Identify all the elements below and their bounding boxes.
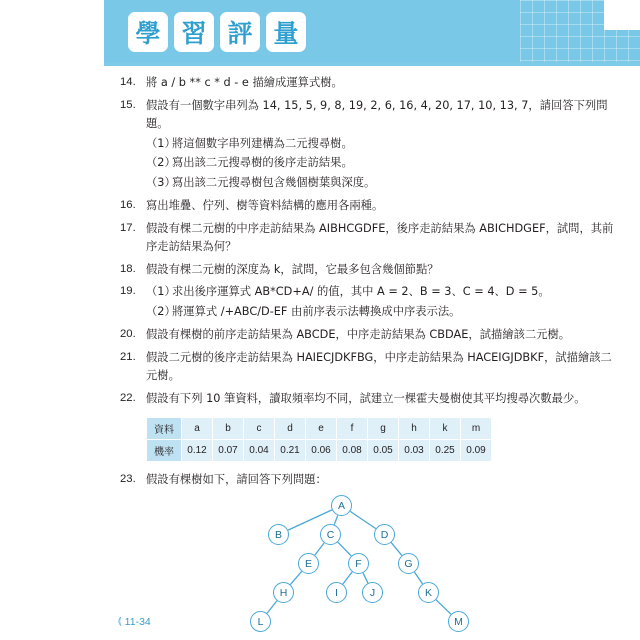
title-char-4: 量 bbox=[266, 12, 306, 52]
sub-question-text: 求出後序運算式 AB*CD+A/ 的值，其中 A = 2、B = 3、C = 4、D = 5。 bbox=[172, 285, 550, 299]
table-cell: b bbox=[213, 417, 244, 439]
question-item bbox=[120, 471, 618, 489]
tree-node-k: K bbox=[418, 582, 439, 603]
table-row-label: 資料 bbox=[147, 417, 182, 439]
question-number: 20. bbox=[120, 328, 136, 341]
table-cell: d bbox=[275, 417, 306, 439]
question-number: 21. bbox=[120, 350, 136, 363]
title-char-2: 習 bbox=[174, 12, 214, 52]
question-item bbox=[120, 97, 618, 192]
question-text: 假設有棵二元樹的深度為 k，試問，它最多包含幾個節點？ bbox=[146, 262, 439, 276]
table-cell: 0.04 bbox=[244, 439, 275, 461]
table-cell: 0.21 bbox=[275, 439, 306, 461]
probability-table bbox=[146, 417, 492, 462]
probability-table-wrapper bbox=[146, 417, 618, 462]
question-item bbox=[120, 390, 618, 408]
question-number: 22. bbox=[120, 391, 136, 404]
title-char-1: 學 bbox=[128, 12, 168, 52]
question-number: 14. bbox=[120, 76, 136, 88]
question-number: 18. bbox=[120, 262, 136, 275]
question-number: 19. bbox=[120, 285, 136, 298]
table-cell: 0.25 bbox=[430, 439, 461, 461]
tree-node-h: H bbox=[273, 582, 294, 603]
title-char-3: 評 bbox=[220, 12, 260, 52]
question-body bbox=[146, 283, 618, 321]
table-row bbox=[147, 417, 492, 439]
tree-node-f: F bbox=[348, 553, 369, 574]
tree-node-b: B bbox=[268, 524, 289, 545]
table-cell: h bbox=[399, 417, 430, 439]
table-cell: 0.09 bbox=[461, 439, 492, 461]
table-cell: k bbox=[430, 417, 461, 439]
tree-node-e: E bbox=[298, 553, 319, 574]
table-cell: c bbox=[244, 417, 275, 439]
page-title bbox=[128, 12, 306, 52]
sub-question bbox=[146, 303, 618, 321]
table-cell: 0.07 bbox=[213, 439, 244, 461]
tree-node-m: M bbox=[448, 611, 469, 632]
question-text: 假設有棵樹的前序走訪結果為 ABCDE，中序走訪結果為 CBDAE，試描繪該二元樹。 bbox=[146, 328, 571, 342]
question-text: 假設有棵二元樹的中序走訪結果為 AIBHCGDFE，後序走訪結果為 ABICHDGEF，試問，其前序走訪結果為何？ bbox=[146, 221, 614, 253]
tree-edges bbox=[146, 493, 616, 633]
table-cell: e bbox=[306, 417, 337, 439]
sub-question-label: （3） bbox=[146, 176, 176, 190]
question-number: 15. bbox=[120, 98, 136, 111]
sub-question bbox=[146, 174, 618, 192]
tree-node-j: J bbox=[362, 582, 383, 603]
table-row bbox=[147, 439, 492, 461]
sub-question-label: （1） bbox=[146, 285, 176, 299]
question-item bbox=[120, 283, 618, 321]
tree-node-a: A bbox=[331, 495, 352, 516]
sub-question-label: （2） bbox=[146, 305, 176, 319]
left-margin bbox=[0, 0, 104, 640]
question-text: 將 a / b ** c * d - e 描繪成運算式樹。 bbox=[146, 76, 343, 89]
question-number: 23. bbox=[120, 472, 136, 485]
sub-question bbox=[146, 135, 618, 153]
question-item bbox=[120, 220, 618, 256]
question-body bbox=[146, 97, 618, 192]
question-text: 假設有下列 10 筆資料，讀取頻率均不同，試建立一棵霍夫曼樹使其平均搜尋次數最少。 bbox=[146, 391, 586, 405]
sub-question-label: （2） bbox=[146, 156, 176, 170]
question-text: 假設二元樹的後序走訪結果為 HAIECJDKFBG，中序走訪結果為 HACEIGJDBKF，試描繪該二元樹。 bbox=[146, 350, 612, 382]
table-cell: a bbox=[182, 417, 213, 439]
table-cell: f bbox=[337, 417, 368, 439]
question-number: 17. bbox=[120, 221, 136, 234]
table-cell: g bbox=[368, 417, 399, 439]
table-row-label: 機率 bbox=[147, 439, 182, 461]
tree-diagram bbox=[146, 493, 616, 633]
question-item bbox=[120, 326, 618, 344]
question-number: 16. bbox=[120, 199, 136, 212]
header-corner-cut bbox=[604, 0, 640, 30]
table-cell: 0.05 bbox=[368, 439, 399, 461]
table-cell: 0.06 bbox=[306, 439, 337, 461]
table-cell: 0.08 bbox=[337, 439, 368, 461]
question-text: 寫出堆疊、佇列、樹等資料結構的應用各兩種。 bbox=[146, 199, 384, 213]
table-cell: 0.03 bbox=[399, 439, 430, 461]
tree-node-c: C bbox=[320, 524, 341, 545]
sub-question-label: （1） bbox=[146, 136, 176, 150]
question-text: 假設有棵樹如下，請回答下列問題： bbox=[146, 472, 327, 486]
sub-question bbox=[146, 283, 618, 301]
table-cell: m bbox=[461, 417, 492, 439]
sub-question bbox=[146, 154, 618, 172]
question-item bbox=[120, 349, 618, 385]
exercise-content bbox=[104, 66, 634, 640]
question-text: 假設有一個數字串列為 14, 15, 5, 9, 8, 19, 2, 6, 16, 4, 20, 17, 10, 13, 7，請回答下列問題。 bbox=[146, 98, 608, 130]
question-item bbox=[120, 197, 618, 215]
sub-question-text: 將運算式 /+ABC/D-EF 由前序表示法轉換成中序表示法。 bbox=[172, 305, 461, 319]
page-number: 11-34 bbox=[124, 615, 151, 628]
table-cell: 0.12 bbox=[182, 439, 213, 461]
question-item bbox=[120, 261, 618, 279]
tree-node-d: D bbox=[374, 524, 395, 545]
question-item bbox=[120, 74, 618, 92]
tree-node-l: L bbox=[250, 611, 271, 632]
sub-question-text: 寫出該二元搜尋樹的後序走訪結果。 bbox=[172, 156, 353, 170]
tree-node-i: I bbox=[326, 582, 347, 603]
footer-mark-icon: ⦅ bbox=[118, 615, 121, 627]
sub-question-text: 將這個數字串列建構為二元搜尋樹。 bbox=[172, 136, 353, 150]
tree-node-g: G bbox=[398, 553, 419, 574]
sub-question-text: 寫出該二元搜尋樹包含幾個樹葉與深度。 bbox=[172, 176, 376, 190]
